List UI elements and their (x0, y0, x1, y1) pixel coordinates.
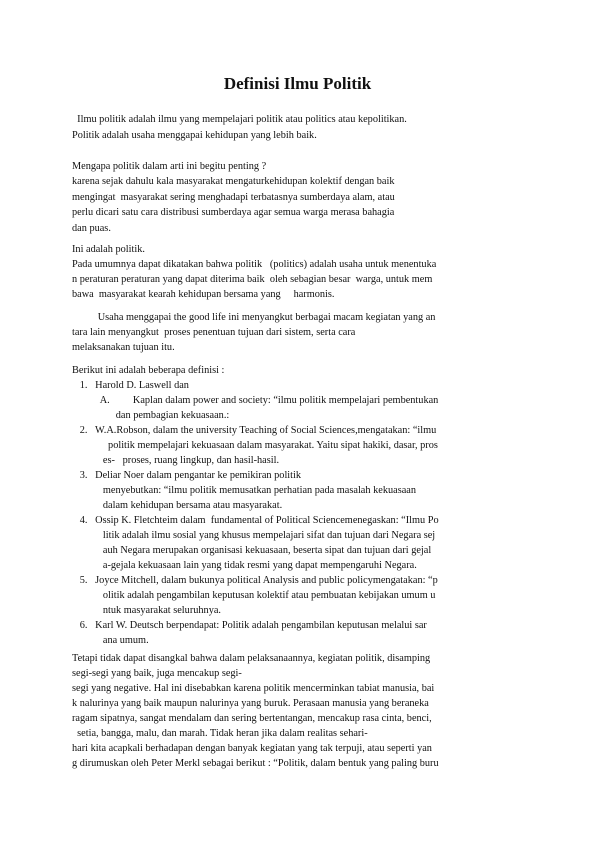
body-text-line: setia, bangga, malu, dan marah. Tidak heran jika dalam realitas sehari- (72, 728, 368, 739)
body-text-line: Pada umumnya dapat dikatakan bahwa politik (politics) adalah usaha untuk menentuka (72, 259, 437, 270)
body-text-line: auh Negara merupakan organisasi kekuasaan, beserta sipat dan tujuan dari gejal (72, 545, 432, 556)
body-text-line: ntuk masyarakat seluruhnya. (72, 605, 221, 616)
body-text-line: 2. W.A.Robson, dalam the university Teaching of Social Sciences,mengatakan: “ilmu (72, 425, 437, 436)
body-text-line: A. Kaplan dalam power and society: “ilmu politik mempelajari pembentukan (72, 395, 439, 406)
body-text-line: melaksanakan tujuan itu. (72, 342, 175, 353)
body-text-line: dan puas. (72, 223, 111, 234)
body-text-line: Usaha menggapai the good life ini menyangkut berbagai macam kegiatan yang an (72, 312, 436, 323)
body-text-line: segi yang negative. Hal ini disebabkan karena politik mencerminkan tabiat manusia, bai (72, 683, 435, 694)
body-text-line: Ilmu politik adalah ilmu yang mempelajari politik atau politics atau kepolitikan. (72, 114, 407, 125)
body-text-line: Tetapi tidak dapat disangkal bahwa dalam pelaksanaannya, kegiatan politik, disamping (72, 653, 431, 664)
body-text-line: n peraturan peraturan yang dapat diterima baik oleh sebagian besar warga, untuk mem (72, 274, 433, 285)
body-text-line: 6. Karl W. Deutsch berpendapat: Politik adalah pengambilan keputusan melalui sar (72, 620, 427, 631)
body-text-line: 5. Joyce Mitchell, dalam bukunya political Analysis and public policymengatakan: “p (72, 575, 438, 586)
body-text-line: dalam kehidupan bersama atau masyarakat. (72, 500, 283, 511)
body-text-line: 3. Deliar Noer dalam pengantar ke pemikiran politik (72, 470, 302, 481)
body-text-line: dan pembagian kekuasaan.: (72, 410, 230, 421)
body-text-line: politik mempelajari kekuasaan dalam masyarakat. Yaitu sipat hakiki, dasar, pros (72, 440, 438, 451)
body-text-line: segi-segi yang baik, juga mencakup segi- (72, 668, 242, 679)
body-text-line: menyebutkan: “ilmu politik memusatkan perhatian pada masalah kekuasaan (72, 485, 416, 496)
body-text-line: g dirumuskan oleh Peter Merkl sebagai berikut : “Politik, dalam bentuk yang paling buru (72, 758, 439, 769)
body-text-line: Mengapa politik dalam arti ini begitu penting ? (72, 161, 267, 172)
body-text-line: Berikut ini adalah beberapa definisi : (72, 365, 225, 376)
body-text-line: ana umum. (72, 635, 149, 646)
body-text-line: hari kita acapkali berhadapan dengan banyak kegiatan yang tak terpuji, atau seperti yan (72, 743, 432, 754)
body-text-line: perlu dicari satu cara distribusi sumberdaya agar semua warga merasa bahagia (72, 207, 395, 218)
body-text-line: mengingat masyarakat sering menghadapi terbatasnya sumberdaya alam, atau (72, 192, 395, 203)
body-text-line: olitik adalah pengambilan keputusan kolektif atau pembuatan kebijakan umum u (72, 590, 436, 601)
body-text-line: es- proses, ruang lingkup, dan hasil-hasil. (72, 455, 280, 466)
body-text-line: litik adalah ilmu sosial yang khusus mempelajari sifat dan tujuan dari Negara sej (72, 530, 436, 541)
body-text-line: bawa masyarakat kearah kehidupan bersama yang harmonis. (72, 289, 335, 300)
body-text-line: k nalurinya yang baik maupun nalurinya yang buruk. Perasaan manusia yang beraneka (72, 698, 429, 709)
body-text-line: a-gejala kekuasaan lain yang tidak resmi yang dapat mempengaruhi Negara. (72, 560, 417, 571)
body-text-line: 4. Ossip K. Fletchteim dalam fundamental of Political Sciencemenegaskan: “Ilmu Po (72, 515, 439, 526)
body-text-line: karena sejak dahulu kala masyarakat mengaturkehidupan kolektif dengan baik (72, 176, 395, 187)
page-title: Definisi Ilmu Politik (223, 74, 372, 93)
body-text-line: Ini adalah politik. (72, 244, 145, 255)
body-text-line: ragam sipatnya, sangat mendalam dan sering bertentangan, mencakup rasa cinta, benci, (72, 713, 432, 724)
body-text-line: tara lain menyangkut proses penentuan tujuan dari sistem, serta cara (72, 327, 356, 338)
body-text-line: Politik adalah usaha menggapai kehidupan yang lebih baik. (72, 130, 317, 141)
body-text-line: 1. Harold D. Laswell dan (72, 380, 189, 391)
